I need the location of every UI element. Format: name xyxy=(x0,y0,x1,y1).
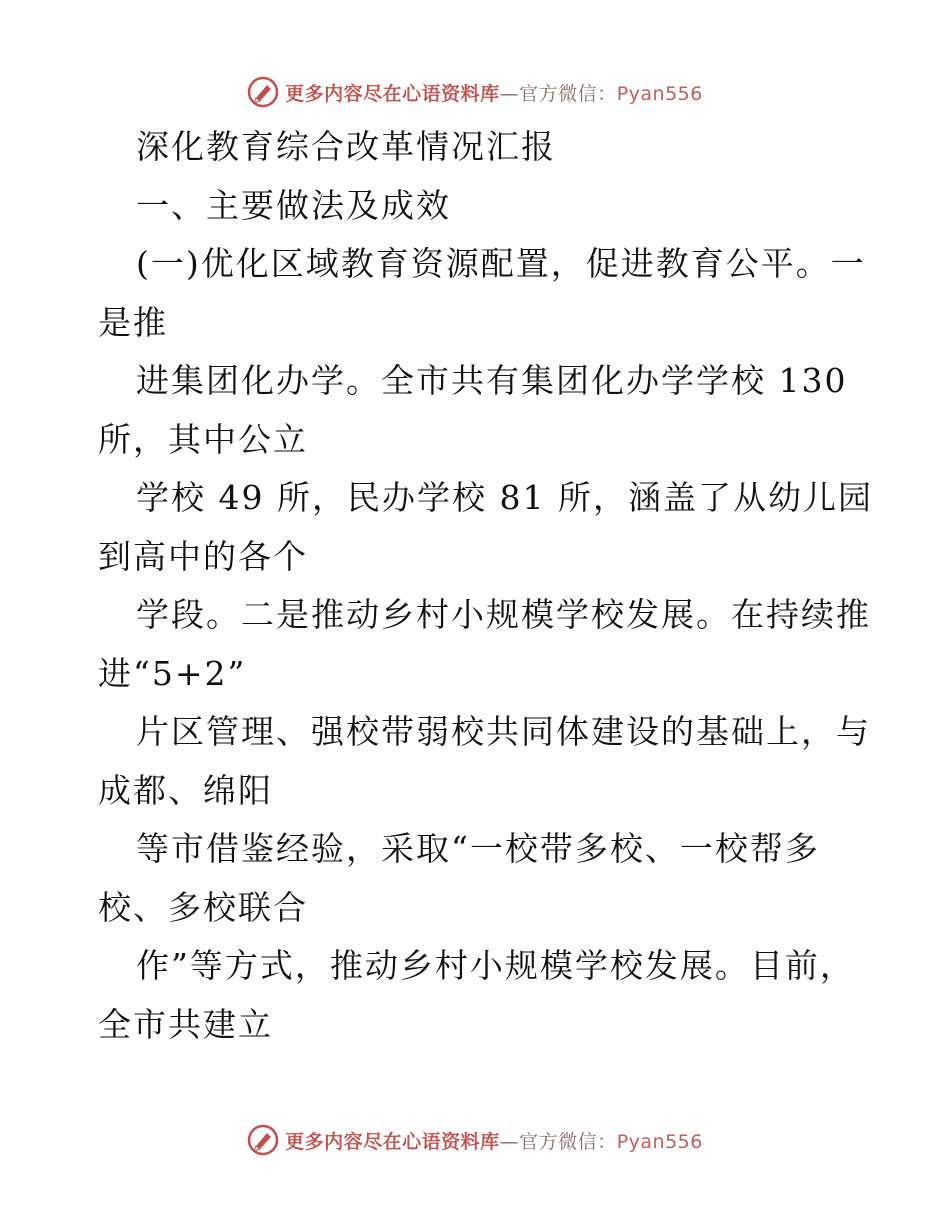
text-line: 所，其中公立 xyxy=(98,419,308,459)
text-line: 学段。二是推动乡村小规模学校发展。在持续推 xyxy=(136,595,871,634)
footer-banner-text xyxy=(285,1127,703,1154)
text-line: 等市借鉴经验，采取“一校带多校、一校帮多 xyxy=(136,829,820,868)
header-banner-text xyxy=(285,79,703,106)
text-line: 是推 xyxy=(98,302,168,342)
text-line: 学校 49 所，民办学校 81 所，涵盖了从幼儿园 xyxy=(136,478,873,517)
footer-banner xyxy=(0,1120,950,1160)
text-line: 成都、绵阳 xyxy=(98,770,273,810)
footer-banner-code: Pyan556 xyxy=(616,1130,703,1153)
footer-banner-dash: — xyxy=(499,1130,520,1153)
text-line: 到高中的各个 xyxy=(98,536,308,576)
header-banner-tail: 官方微信： xyxy=(519,82,617,105)
text-line: 全市共建立 xyxy=(98,1004,273,1044)
footer-banner-tail: 官方微信： xyxy=(519,1130,617,1153)
text-line: 深化教育综合改革情况汇报 xyxy=(136,127,556,166)
text-line: 进“5+2” xyxy=(98,653,247,693)
header-banner-main: 更多内容尽在心语资料库 xyxy=(285,82,500,105)
footer-banner-main: 更多内容尽在心语资料库 xyxy=(285,1130,500,1153)
text-line: 进集团化办学。全市共有集团化办学学校 130 xyxy=(136,361,848,400)
pen-logo-icon xyxy=(247,76,279,108)
text-line: 校、多校联合 xyxy=(98,887,308,927)
text-line: 一、主要做法及成效 xyxy=(136,185,451,225)
text-line: (一)优化区域教育资源配置，促进教育公平。一 xyxy=(136,244,866,283)
document-body xyxy=(98,118,873,1054)
header-banner-code: Pyan556 xyxy=(616,82,703,105)
header-banner-dash: — xyxy=(499,82,520,105)
header-banner xyxy=(0,72,950,112)
text-line: 片区管理、强校带弱校共同体建设的基础上，与 xyxy=(136,712,871,751)
text-line: 作”等方式，推动乡村小规模学校发展。目前， xyxy=(136,946,855,985)
pen-logo-icon xyxy=(247,1124,279,1156)
